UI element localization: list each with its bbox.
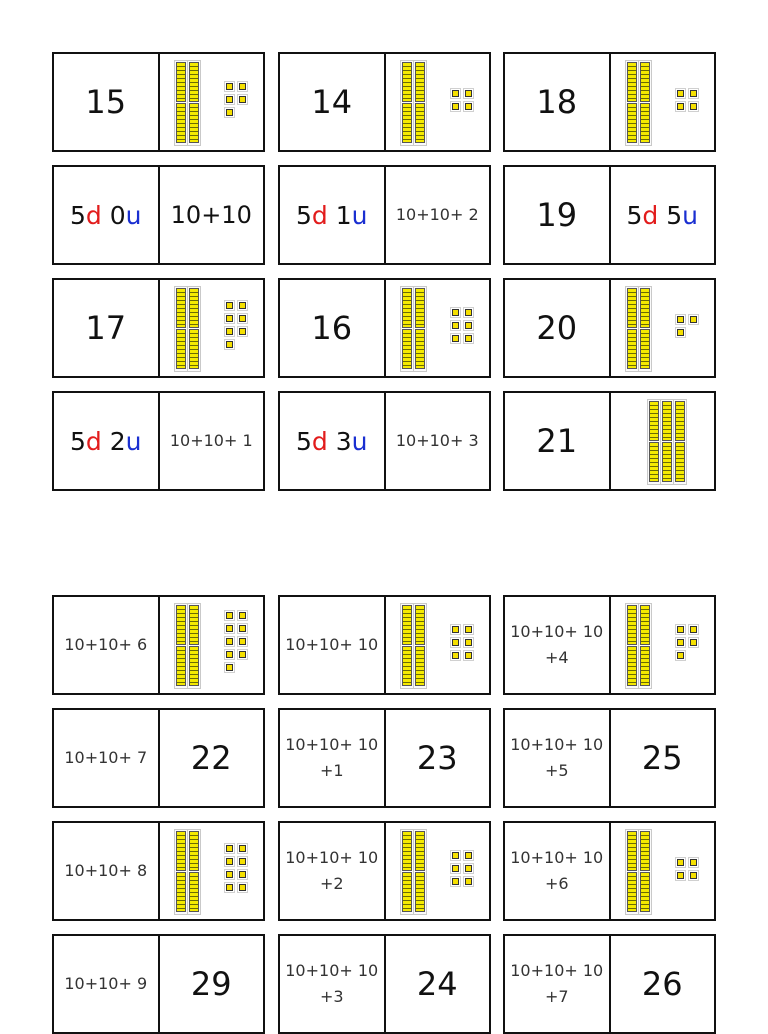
ten-rod <box>176 872 186 912</box>
domino-left-half <box>505 54 611 150</box>
domino-card <box>278 821 491 921</box>
sum-expression <box>396 428 479 454</box>
domino-right-half <box>611 710 715 806</box>
ten-rod <box>415 872 425 912</box>
unit-cube <box>452 90 459 97</box>
domino-left-half <box>54 54 160 150</box>
sum-expression <box>171 201 252 229</box>
sum-line: +5 <box>544 761 569 780</box>
sum-expression <box>64 632 147 658</box>
sum-line: 10+10 <box>170 201 252 229</box>
unit-cube <box>677 639 684 646</box>
domino-card <box>52 165 265 265</box>
ten-rod <box>640 62 650 102</box>
domino-right-half <box>386 936 490 1032</box>
domino-left-half <box>54 823 160 919</box>
domino-right-half <box>611 393 715 489</box>
sum-line: 10+10+ 2 <box>395 205 479 224</box>
tens-units-label <box>627 201 699 230</box>
sum-expression <box>510 845 603 897</box>
domino-card <box>52 278 265 378</box>
base-ten-blocks <box>611 597 715 693</box>
unit-cube <box>226 328 233 335</box>
tile-number: 24 <box>416 965 458 1003</box>
unit-cube <box>239 328 246 335</box>
tile-number: 22 <box>190 739 232 777</box>
sum-expression <box>170 428 253 454</box>
tens-letter: d <box>642 200 659 230</box>
base-ten-blocks <box>611 823 715 919</box>
domino-card <box>52 391 265 491</box>
domino-card <box>52 595 265 695</box>
domino-left-half <box>505 167 611 263</box>
unit-cube <box>690 103 697 110</box>
domino-right-half <box>386 823 490 919</box>
tens-digit: 5 <box>626 200 643 230</box>
domino-right-half <box>386 710 490 806</box>
domino-left-half <box>54 393 160 489</box>
unit-cube <box>226 96 233 103</box>
base-ten-blocks <box>611 280 715 376</box>
unit-cube <box>239 83 246 90</box>
ten-rod <box>627 103 637 143</box>
units-letter: u <box>351 200 368 230</box>
unit-cube <box>226 302 233 309</box>
ten-rod <box>402 646 412 686</box>
ten-rod <box>649 442 659 482</box>
ten-rod <box>415 62 425 102</box>
ten-rod <box>415 605 425 645</box>
ten-rod <box>627 62 637 102</box>
domino-card <box>278 708 491 808</box>
ten-rod <box>189 646 199 686</box>
domino-card <box>52 52 265 152</box>
ten-rod <box>415 103 425 143</box>
ten-rod <box>176 605 186 645</box>
domino-right-half <box>611 280 715 376</box>
ten-rod <box>189 872 199 912</box>
domino-right-half <box>160 280 264 376</box>
tile-number: 25 <box>641 739 683 777</box>
domino-left-half <box>54 597 160 693</box>
ten-rod <box>402 831 412 871</box>
unit-cube <box>239 871 246 878</box>
domino-left-half <box>54 280 160 376</box>
ten-rod <box>675 401 685 441</box>
unit-cube <box>452 878 459 885</box>
tens-units-label <box>296 427 368 456</box>
sum-line: 10+10+ 10 <box>285 735 379 754</box>
unit-cube <box>452 865 459 872</box>
domino-left-half <box>280 167 386 263</box>
sum-line: 10+10+ 10 <box>285 635 379 654</box>
sum-line: +3 <box>319 987 344 1006</box>
domino-right-half <box>160 393 264 489</box>
ten-rod <box>415 329 425 369</box>
ten-rod <box>176 329 186 369</box>
ten-rod <box>176 831 186 871</box>
unit-cube <box>465 335 472 342</box>
ten-rod <box>649 401 659 441</box>
domino-left-half <box>280 936 386 1032</box>
tens-digit: 5 <box>70 426 86 456</box>
domino-left-half <box>280 823 386 919</box>
ten-rod <box>627 831 637 871</box>
domino-right-half <box>386 54 490 150</box>
units-letter: u <box>351 426 368 456</box>
unit-cube <box>239 651 246 658</box>
unit-cube <box>226 83 233 90</box>
tile-number: 14 <box>311 83 353 121</box>
domino-right-half <box>386 597 490 693</box>
domino-right-half <box>160 597 264 693</box>
domino-card <box>278 278 491 378</box>
domino-card <box>503 52 716 152</box>
ten-rod <box>662 442 672 482</box>
sum-line: 10+10+ 10 <box>510 622 604 641</box>
domino-left-half <box>505 710 611 806</box>
unit-cube <box>465 652 472 659</box>
ten-rod <box>415 288 425 328</box>
unit-cube <box>239 612 246 619</box>
tile-number: 20 <box>536 309 578 347</box>
base-ten-blocks <box>386 280 490 376</box>
unit-cube <box>677 103 684 110</box>
domino-left-half <box>54 167 160 263</box>
unit-cube <box>452 626 459 633</box>
unit-cube <box>677 872 684 879</box>
unit-cube <box>677 316 684 323</box>
domino-left-half <box>505 823 611 919</box>
unit-cube <box>239 638 246 645</box>
domino-left-half <box>280 597 386 693</box>
tile-number: 29 <box>190 965 232 1003</box>
sum-expression <box>285 732 378 784</box>
sum-expression <box>285 958 378 1010</box>
ten-rod <box>176 103 186 143</box>
unit-cube <box>239 302 246 309</box>
sum-line: 10+10+ 10 <box>285 848 379 867</box>
sum-line: 10+10+ 10 <box>510 848 604 867</box>
domino-left-half <box>505 597 611 693</box>
tile-number: 17 <box>85 309 127 347</box>
units-digit: 0 <box>109 200 126 230</box>
tens-digit: 5 <box>296 200 312 230</box>
domino-card <box>503 934 716 1034</box>
unit-cube <box>239 625 246 632</box>
unit-cube <box>465 639 472 646</box>
units-digit: 5 <box>666 200 683 230</box>
ten-rod <box>675 442 685 482</box>
unit-cube <box>239 858 246 865</box>
domino-card <box>278 165 491 265</box>
ten-rod <box>640 605 650 645</box>
sum-line: 10+10+ 7 <box>64 748 148 767</box>
domino-left-half <box>280 710 386 806</box>
sum-line: +2 <box>319 874 344 893</box>
tile-number: 21 <box>536 422 578 460</box>
tens-letter: d <box>85 426 102 456</box>
unit-cube <box>465 626 472 633</box>
sum-expression <box>285 845 378 897</box>
sum-expression <box>510 732 603 784</box>
ten-rod <box>189 103 199 143</box>
domino-card <box>503 165 716 265</box>
units-digit: 3 <box>335 426 352 456</box>
tens-digit: 5 <box>70 200 86 230</box>
sum-line: 10+10+ 1 <box>169 431 253 450</box>
domino-card <box>503 708 716 808</box>
ten-rod <box>189 62 199 102</box>
units-letter: u <box>125 200 142 230</box>
tens-letter: d <box>311 200 328 230</box>
sum-line: +7 <box>544 987 569 1006</box>
unit-cube <box>677 329 684 336</box>
ten-rod <box>176 646 186 686</box>
units-digit: 2 <box>109 426 126 456</box>
domino-left-half <box>54 936 160 1032</box>
unit-cube <box>690 316 697 323</box>
tile-number: 26 <box>641 965 683 1003</box>
domino-right-half <box>611 936 715 1032</box>
units-letter: u <box>682 200 698 230</box>
domino-right-half <box>160 54 264 150</box>
ten-rod <box>662 401 672 441</box>
units-digit: 1 <box>335 200 352 230</box>
domino-card <box>278 391 491 491</box>
tile-number: 19 <box>536 196 578 234</box>
domino-left-half <box>505 280 611 376</box>
ten-rod <box>640 646 650 686</box>
ten-rod <box>640 872 650 912</box>
unit-cube <box>677 90 684 97</box>
domino-right-half <box>386 393 490 489</box>
domino-left-half <box>54 710 160 806</box>
sum-line: 10+10+ 10 <box>285 961 379 980</box>
sum-expression <box>64 858 147 884</box>
domino-right-half <box>160 710 264 806</box>
ten-rod <box>640 329 650 369</box>
domino-card <box>52 708 265 808</box>
sum-line: +6 <box>544 874 569 893</box>
unit-cube <box>677 859 684 866</box>
tens-letter: d <box>85 200 102 230</box>
unit-cube <box>226 845 233 852</box>
tens-units-label <box>296 201 368 230</box>
domino-card <box>503 391 716 491</box>
domino-right-half <box>160 167 264 263</box>
ten-rod <box>627 605 637 645</box>
domino-card <box>503 595 716 695</box>
domino-right-half <box>611 597 715 693</box>
tens-digit: 5 <box>296 426 312 456</box>
base-ten-blocks <box>386 823 490 919</box>
domino-right-half <box>386 167 490 263</box>
unit-cube <box>465 103 472 110</box>
tile-number: 15 <box>85 83 127 121</box>
ten-rod <box>189 605 199 645</box>
unit-cube <box>226 612 233 619</box>
unit-cube <box>239 315 246 322</box>
sum-line: +1 <box>319 761 344 780</box>
domino-right-half <box>611 54 715 150</box>
base-ten-blocks <box>160 54 264 150</box>
base-ten-blocks <box>386 54 490 150</box>
base-ten-blocks <box>160 280 264 376</box>
tile-number: 18 <box>536 83 578 121</box>
tile-number: 16 <box>311 309 353 347</box>
unit-cube <box>677 652 684 659</box>
ten-rod <box>176 288 186 328</box>
ten-rod <box>402 62 412 102</box>
unit-cube <box>452 639 459 646</box>
sum-expression <box>510 958 603 1010</box>
domino-right-half <box>611 167 715 263</box>
unit-cube <box>690 626 697 633</box>
sum-expression <box>64 745 147 771</box>
domino-card <box>503 821 716 921</box>
unit-cube <box>226 109 233 116</box>
unit-cube <box>226 651 233 658</box>
unit-cube <box>226 638 233 645</box>
ten-rod <box>402 288 412 328</box>
unit-cube <box>465 865 472 872</box>
sum-line: 10+10+ 3 <box>395 431 479 450</box>
domino-right-half <box>386 280 490 376</box>
unit-cube <box>452 322 459 329</box>
unit-cube <box>226 884 233 891</box>
sum-line: 10+10+ 10 <box>510 961 604 980</box>
unit-cube <box>452 309 459 316</box>
unit-cube <box>226 664 233 671</box>
domino-right-half <box>160 823 264 919</box>
ten-rod <box>189 831 199 871</box>
domino-card <box>52 821 265 921</box>
unit-cube <box>677 626 684 633</box>
unit-cube <box>690 872 697 879</box>
sum-line: 10+10+ 6 <box>64 635 148 654</box>
domino-card <box>278 595 491 695</box>
tens-letter: d <box>311 426 328 456</box>
base-ten-blocks <box>611 393 715 489</box>
ten-rod <box>415 831 425 871</box>
domino-left-half <box>280 393 386 489</box>
ten-rod <box>415 646 425 686</box>
ten-rod <box>627 329 637 369</box>
ten-rod <box>402 605 412 645</box>
unit-cube <box>452 652 459 659</box>
unit-cube <box>452 103 459 110</box>
sum-line: +4 <box>544 648 569 667</box>
unit-cube <box>452 852 459 859</box>
domino-right-half <box>611 823 715 919</box>
sum-line: 10+10+ 9 <box>64 974 148 993</box>
unit-cube <box>226 315 233 322</box>
domino-left-half <box>280 54 386 150</box>
ten-rod <box>640 831 650 871</box>
ten-rod <box>627 646 637 686</box>
base-ten-blocks <box>160 823 264 919</box>
sum-expression <box>510 619 603 671</box>
ten-rod <box>402 103 412 143</box>
base-ten-blocks <box>611 54 715 150</box>
sum-line: 10+10+ 10 <box>510 735 604 754</box>
domino-card <box>278 52 491 152</box>
domino-card <box>278 934 491 1034</box>
ten-rod <box>402 872 412 912</box>
domino-left-half <box>505 393 611 489</box>
unit-cube <box>690 90 697 97</box>
domino-left-half <box>505 936 611 1032</box>
ten-rod <box>627 288 637 328</box>
unit-cube <box>239 845 246 852</box>
ten-rod <box>189 288 199 328</box>
unit-cube <box>465 878 472 885</box>
unit-cube <box>226 625 233 632</box>
ten-rod <box>627 872 637 912</box>
unit-cube <box>226 858 233 865</box>
unit-cube <box>465 322 472 329</box>
unit-cube <box>465 90 472 97</box>
unit-cube <box>226 871 233 878</box>
ten-rod <box>176 62 186 102</box>
unit-cube <box>226 341 233 348</box>
sum-expression <box>64 971 147 997</box>
domino-card <box>52 934 265 1034</box>
tens-units-label <box>70 427 142 456</box>
unit-cube <box>239 884 246 891</box>
ten-rod <box>189 329 199 369</box>
sum-expression <box>396 202 479 228</box>
domino-card <box>503 278 716 378</box>
units-letter: u <box>125 426 142 456</box>
unit-cube <box>465 309 472 316</box>
ten-rod <box>640 288 650 328</box>
domino-left-half <box>280 280 386 376</box>
ten-rod <box>640 103 650 143</box>
tens-units-label <box>70 201 142 230</box>
sum-line: 10+10+ 8 <box>64 861 148 880</box>
tile-number: 23 <box>416 739 458 777</box>
unit-cube <box>690 859 697 866</box>
unit-cube <box>452 335 459 342</box>
unit-cube <box>465 852 472 859</box>
sum-expression <box>285 632 378 658</box>
unit-cube <box>239 96 246 103</box>
domino-right-half <box>160 936 264 1032</box>
base-ten-blocks <box>160 597 264 693</box>
ten-rod <box>402 329 412 369</box>
unit-cube <box>690 639 697 646</box>
base-ten-blocks <box>386 597 490 693</box>
